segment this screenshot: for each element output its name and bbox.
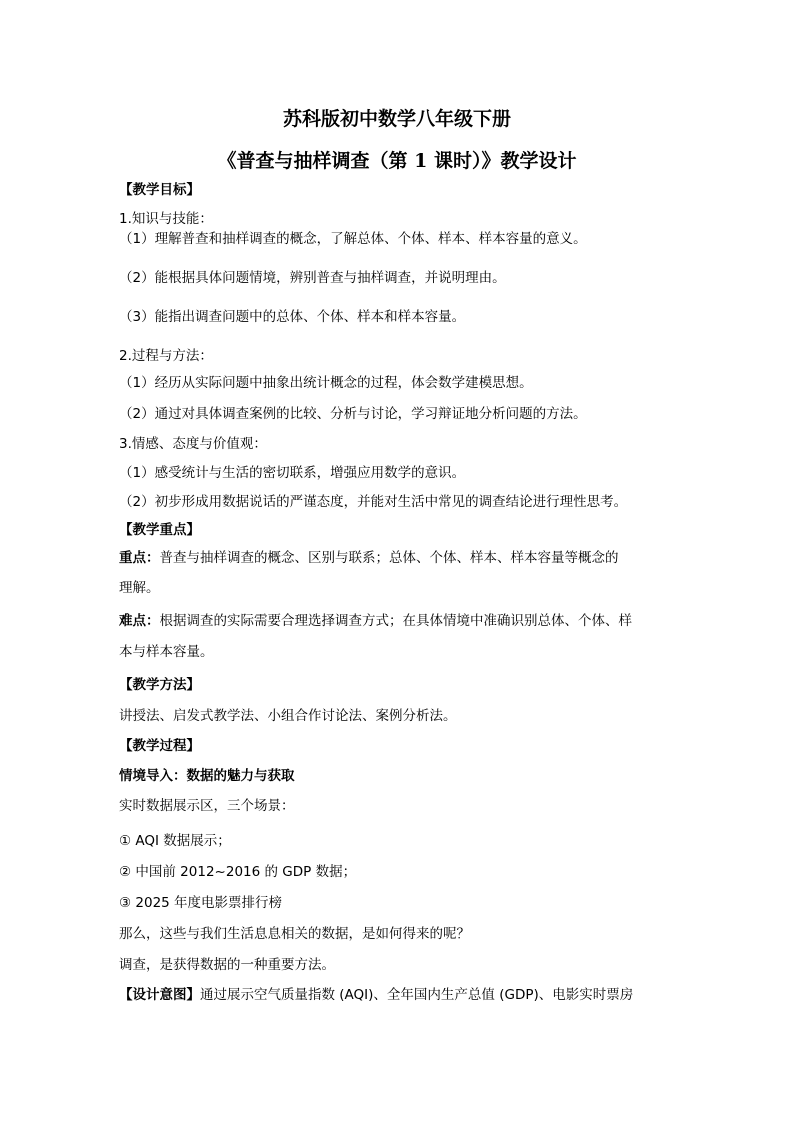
methods-heading: 【教学方法】	[119, 677, 200, 693]
scene-item-3: ③ 2025 年度电影票排行榜	[119, 895, 283, 911]
scene-item-1: ① AQI 数据展示；	[119, 833, 231, 849]
process-item-1: （1）经历从实际问题中抽象出统计概念的过程，体会数学建模思想。	[119, 375, 533, 391]
difficult-point-text: 根据调查的实际需要合理选择调查方式；在具体情境中准确识别总体、个体、样	[159, 613, 632, 629]
intro-title: 情境导入：数据的魅力与获取	[119, 768, 295, 784]
key-point-label: 重点：	[119, 550, 160, 566]
key-point-line1	[119, 548, 619, 568]
knowledge-item-1: （1）理解普查和抽样调查的概念，了解总体、个体、样本、样本容量的意义。	[119, 231, 587, 247]
process-label: 2.过程与方法：	[119, 348, 213, 364]
key-point-line2: 理解。	[119, 580, 160, 596]
difficult-point-line1	[119, 611, 632, 631]
knowledge-item-3: （3）能指出调查问题中的总体、个体、样本和样本容量。	[119, 309, 466, 325]
emotion-item-1: （1）感受统计与生活的密切联系，增强应用数学的意识。	[119, 465, 466, 481]
design-intent-label: 【设计意图】	[119, 987, 200, 1003]
question-text: 那么，这些与我们生活息息相关的数据，是如何得来的呢？	[119, 926, 470, 942]
key-point-text: 普查与抽样调查的概念、区别与联系；总体、个体、样本、样本容量等概念的	[159, 550, 619, 566]
design-intent-text: 通过展示空气质量指数 (AQI)、全年国内生产总值 (GDP)、电影实时票房	[200, 987, 634, 1003]
process-heading: 【教学过程】	[119, 738, 200, 754]
answer-text: 调查，是获得数据的一种重要方法。	[119, 957, 335, 973]
design-intent-line	[119, 985, 633, 1005]
scene-item-2: ② 中国前 2012~2016 的 GDP 数据；	[119, 864, 357, 880]
difficult-point-label: 难点：	[119, 613, 160, 629]
intro-text: 实时数据展示区，三个场景：	[119, 798, 295, 814]
process-item-2: （2）通过对具体调查案例的比较、分析与讨论，学习辩证地分析问题的方法。	[119, 406, 587, 422]
methods-text: 讲授法、启发式教学法、小组合作讨论法、案例分析法。	[119, 708, 457, 724]
key-points-heading: 【教学重点】	[119, 522, 200, 538]
knowledge-item-2: （2）能根据具体问题情境，辨别普查与抽样调查，并说明理由。	[119, 270, 506, 286]
emotion-label: 3.情感、态度与价值观：	[119, 436, 267, 452]
difficult-point-line2: 本与样本容量。	[119, 644, 214, 660]
objectives-heading: 【教学目标】	[119, 182, 200, 198]
emotion-item-2: （2）初步形成用数据说话的严谨态度，并能对生活中常见的调查结论进行理性思考。	[119, 494, 628, 510]
document-title-line2: 《普查与抽样调查（第 1 课时）》教学设计	[217, 150, 577, 172]
knowledge-label: 1.知识与技能：	[119, 211, 213, 227]
document-title-line1: 苏科版初中数学八年级下册	[282, 108, 511, 130]
